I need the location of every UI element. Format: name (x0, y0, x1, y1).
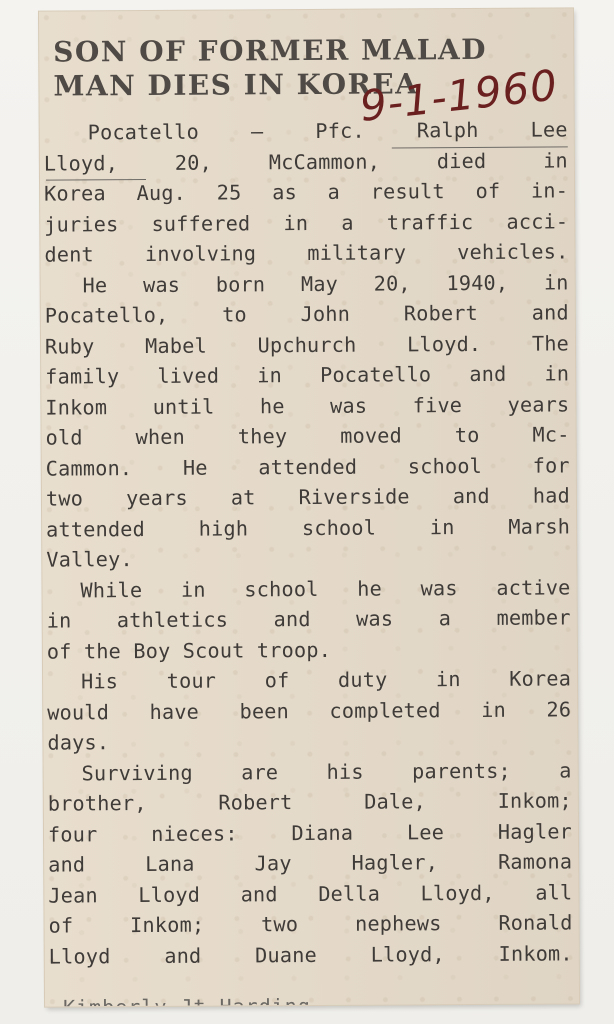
handwritten-date: 9-1-1960 (357, 60, 561, 131)
text-line: Valley. (46, 547, 133, 572)
text-line: would have been completed in 26 (47, 696, 572, 725)
text-line: Korea Aug. 25 as a result of in- (44, 178, 569, 206)
text-line: attended high school in Marsh (46, 513, 571, 542)
text-line: juries suffered in a traffic acci- (44, 208, 569, 237)
text-line: His tour of duty in Korea (80, 666, 572, 694)
text-line: Cammon. He attended school for (45, 452, 570, 481)
newspaper-clipping (39, 8, 579, 1006)
text-line: two years at Riverside and had (45, 483, 571, 511)
text-line: brother, Robert Dale, Inkom; (47, 788, 572, 816)
text-line: family lived in Pocatello and in (45, 361, 570, 389)
text-line: old when they moved to Mc- (45, 422, 570, 450)
text-line: Pocatello — Pfc. Ralph Lee (87, 117, 568, 145)
text-line: of Inkom; two nephews Ronald (48, 910, 573, 938)
text-line: While in school he was active (80, 574, 571, 602)
text-line: in athletics and was a member (46, 605, 571, 633)
text-line: Pocatello, to John Robert and (44, 300, 569, 328)
text-line: Lloyd, 20, McCammon, died in (43, 147, 568, 176)
text-line: Ruby Mabel Upchurch Lloyd. The (44, 330, 570, 359)
text-line: He was born May 20, 1940, in (82, 269, 569, 297)
text-line: Inkom until he was five years (45, 391, 570, 420)
text-line: four nieces: Diana Lee Hagler (47, 818, 573, 847)
text-line: Lloyd and Duane Lloyd, Inkom. (48, 940, 573, 969)
text-line: days. (47, 730, 110, 755)
headline: SON OF FORMER MALAD MAN DIES IN KOREA (53, 32, 488, 103)
text-line: and Lana Jay Hagler, Ramona (48, 849, 573, 877)
text-line: dent involving military vehicles. (44, 239, 569, 267)
text-line: Surviving are his parents; a (81, 757, 572, 785)
text-line: Jean Lloyd and Della Lloyd, all (48, 879, 573, 908)
article-body (44, 114, 573, 971)
text-line: of the Boy Scout troop. (46, 637, 332, 664)
